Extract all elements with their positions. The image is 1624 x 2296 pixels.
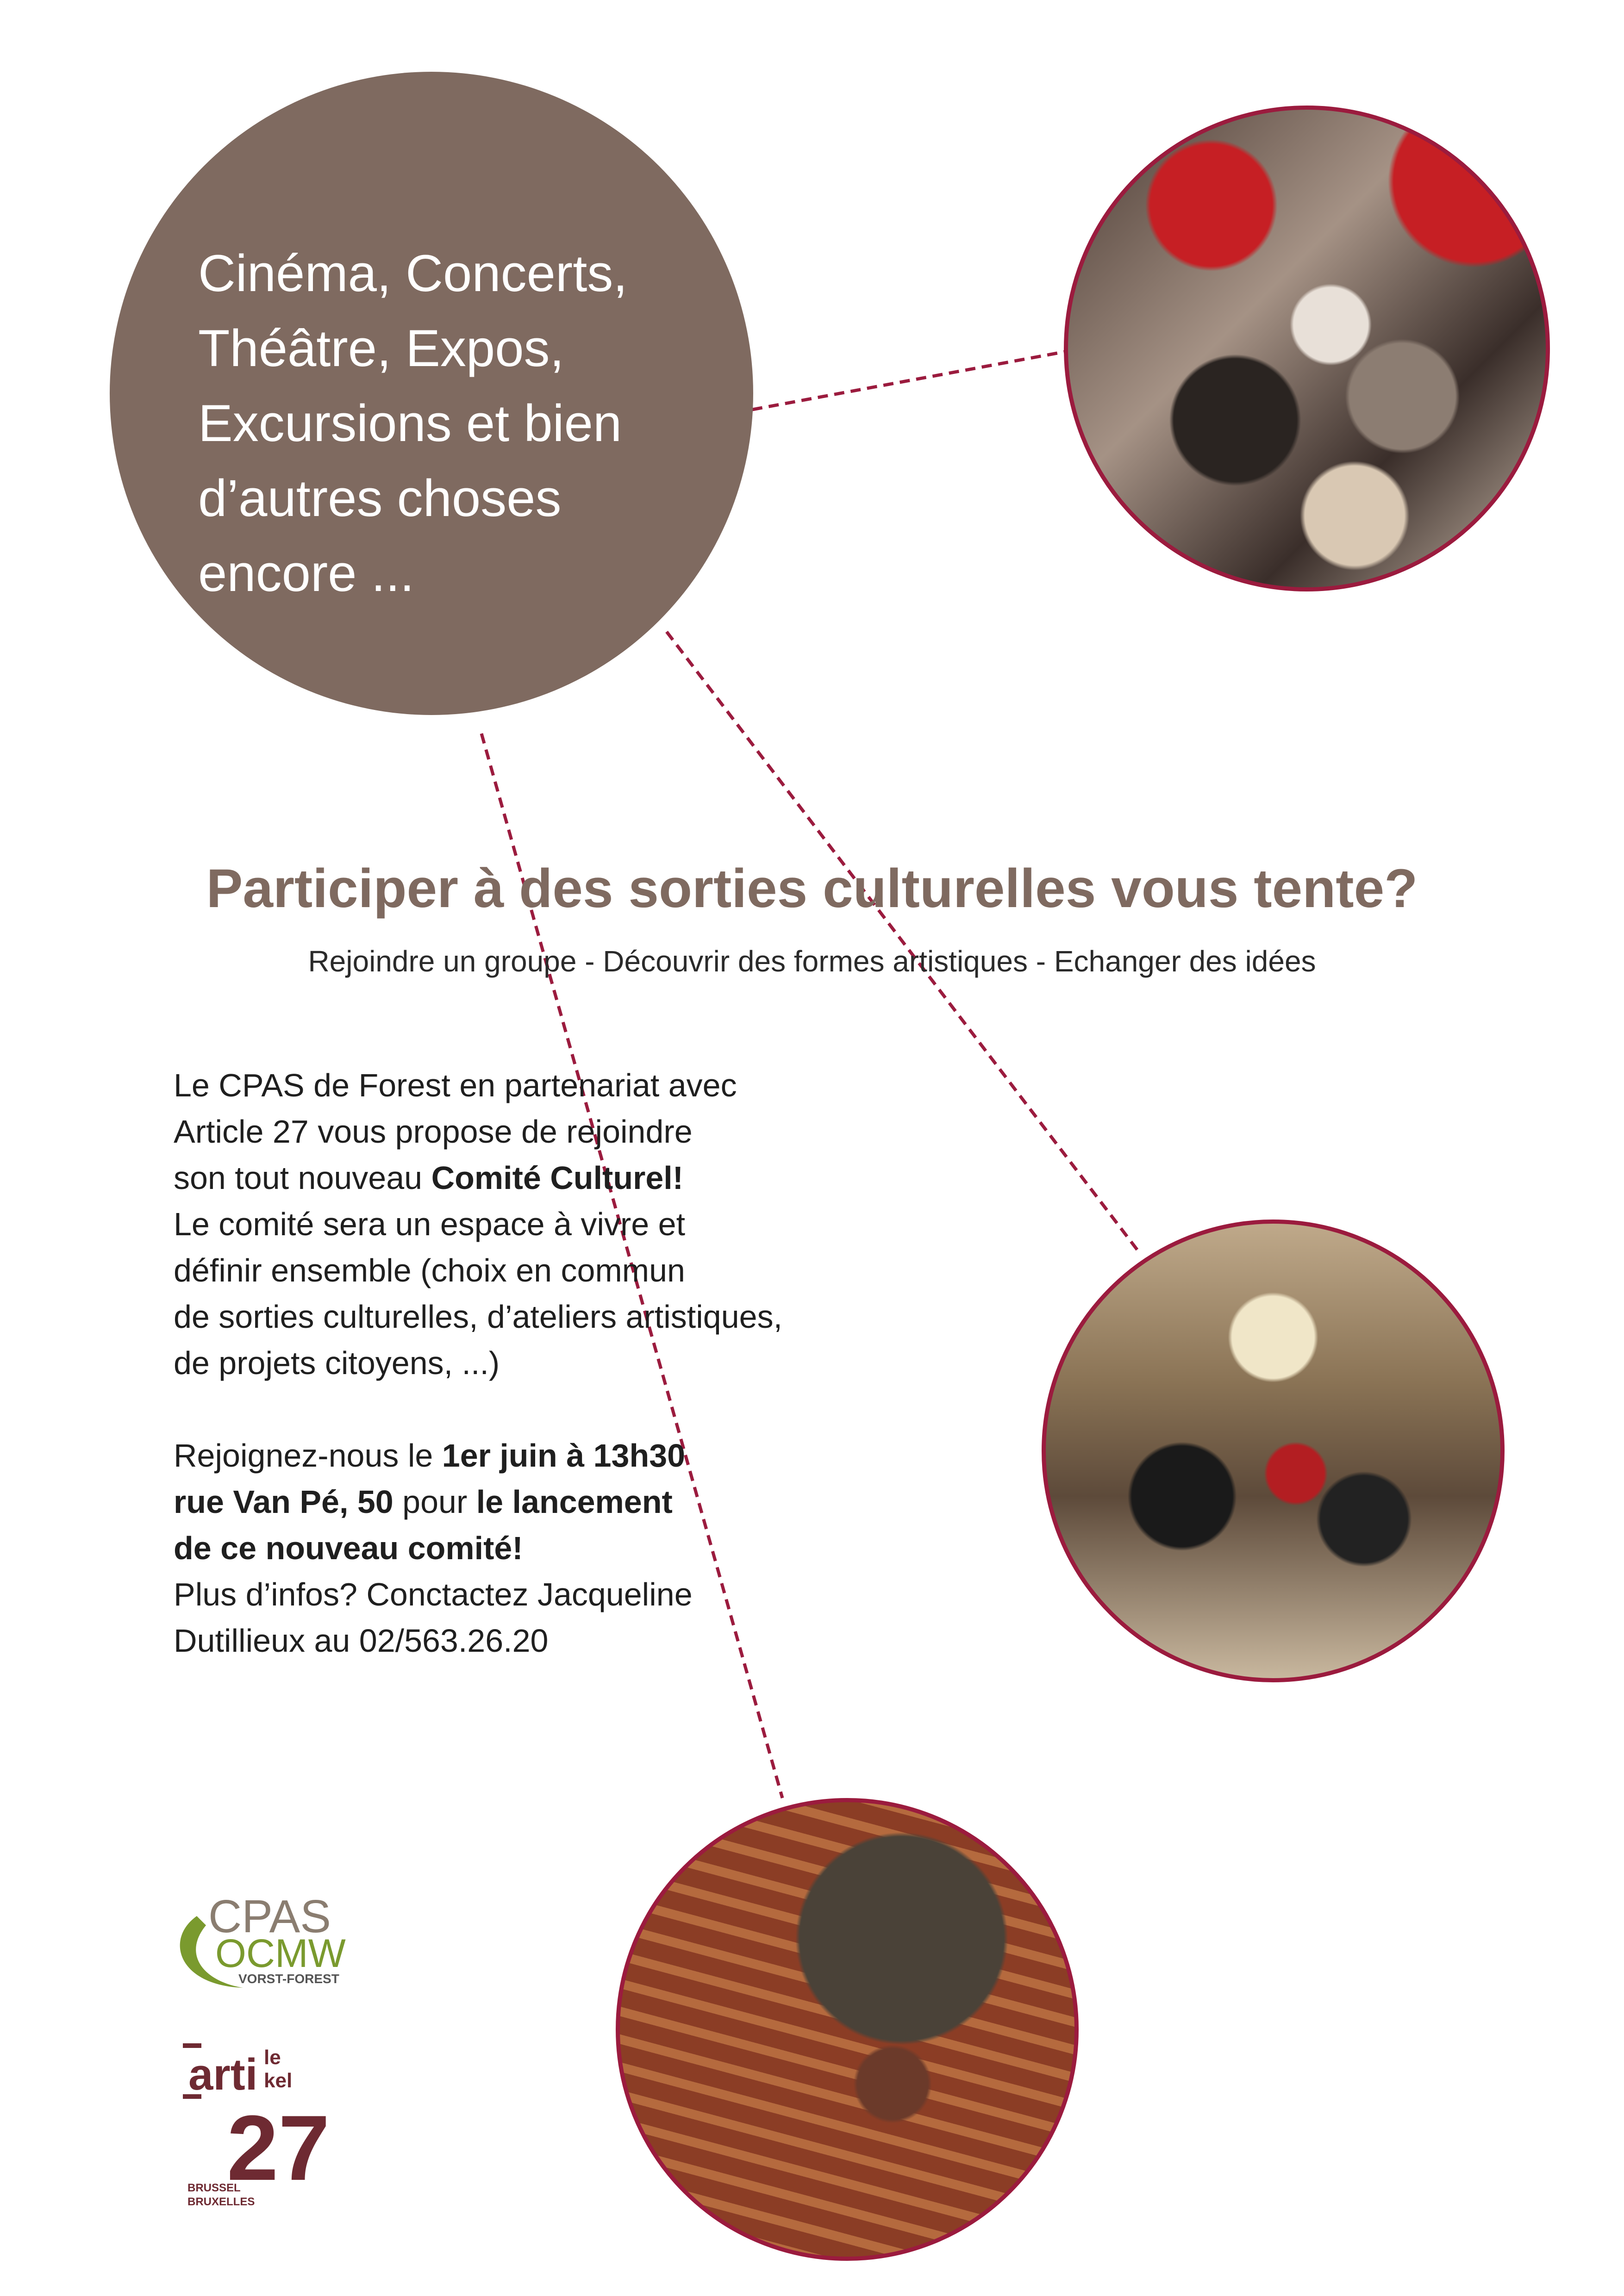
svg-text:CPAS: CPAS — [208, 1891, 331, 1942]
date-emphasis: 1er juin à 13h30 — [442, 1437, 686, 1474]
hero-line: d’autres choses — [198, 469, 562, 527]
body-line: Rejoignez-nous le 1er juin à 13h30 — [174, 1437, 686, 1474]
cpas-ocmw-logo — [164, 1888, 350, 1995]
body-line: de projets citoyens, ...) — [174, 1345, 500, 1381]
svg-text:arti: arti — [188, 2050, 258, 2099]
body-line: définir ensemble (choix en commun — [174, 1252, 685, 1288]
body-line: Le comité sera un espace à vivre et — [174, 1206, 686, 1242]
svg-text:OCMW: OCMW — [215, 1931, 346, 1976]
launch-emphasis: le lancement — [476, 1484, 673, 1520]
body-line: Plus d’infos? Conctactez Jacqueline — [174, 1576, 693, 1612]
svg-text:kel: kel — [264, 2069, 293, 2092]
body-line: Dutillieux au 02/563.26.20 — [174, 1623, 549, 1659]
page-subline: Rejoindre un groupe - Découvrir des formes artistiques - Echanger des idées — [308, 945, 1316, 978]
shop-filming-photo — [1042, 1220, 1505, 1682]
body-line: de ce nouveau comité! — [174, 1530, 523, 1566]
article27-logo — [183, 2043, 336, 2215]
hero-line: encore ... — [198, 544, 414, 602]
hero-line: Cinéma, Concerts, — [198, 244, 628, 302]
address-emphasis: rue Van Pé, 50 — [174, 1484, 394, 1520]
body-line: Le CPAS de Forest en partenariat avec — [174, 1067, 737, 1103]
page-headline: Participer à des sorties culturelles vous tente? — [206, 858, 1418, 919]
svg-text:BRUSSEL: BRUSSEL — [187, 2182, 241, 2194]
body-line: rue Van Pé, 50 pour le lancement — [174, 1484, 673, 1520]
hero-line: Théâtre, Expos, — [198, 319, 564, 377]
hero-text — [198, 236, 717, 611]
svg-text:BRUXELLES: BRUXELLES — [187, 2196, 255, 2208]
body-line: son tout nouveau Comité Culturel! — [174, 1160, 684, 1196]
connector-to-collage — [752, 352, 1065, 410]
collage-photo — [1064, 106, 1550, 591]
xylophone-photo — [616, 1798, 1079, 2261]
body-text — [174, 1062, 937, 1664]
body-line: Article 27 vous propose de rejoindre — [174, 1114, 693, 1150]
comite-culturel-emphasis: Comité Culturel! — [431, 1160, 684, 1196]
svg-text:VORST-FOREST: VORST-FOREST — [238, 1972, 339, 1986]
svg-text:le: le — [264, 2046, 281, 2069]
hero-line: Excursions et bien — [198, 394, 622, 452]
svg-text:27: 27 — [227, 2097, 330, 2200]
body-line: de sorties culturelles, d’ateliers artistiques, — [174, 1299, 783, 1335]
